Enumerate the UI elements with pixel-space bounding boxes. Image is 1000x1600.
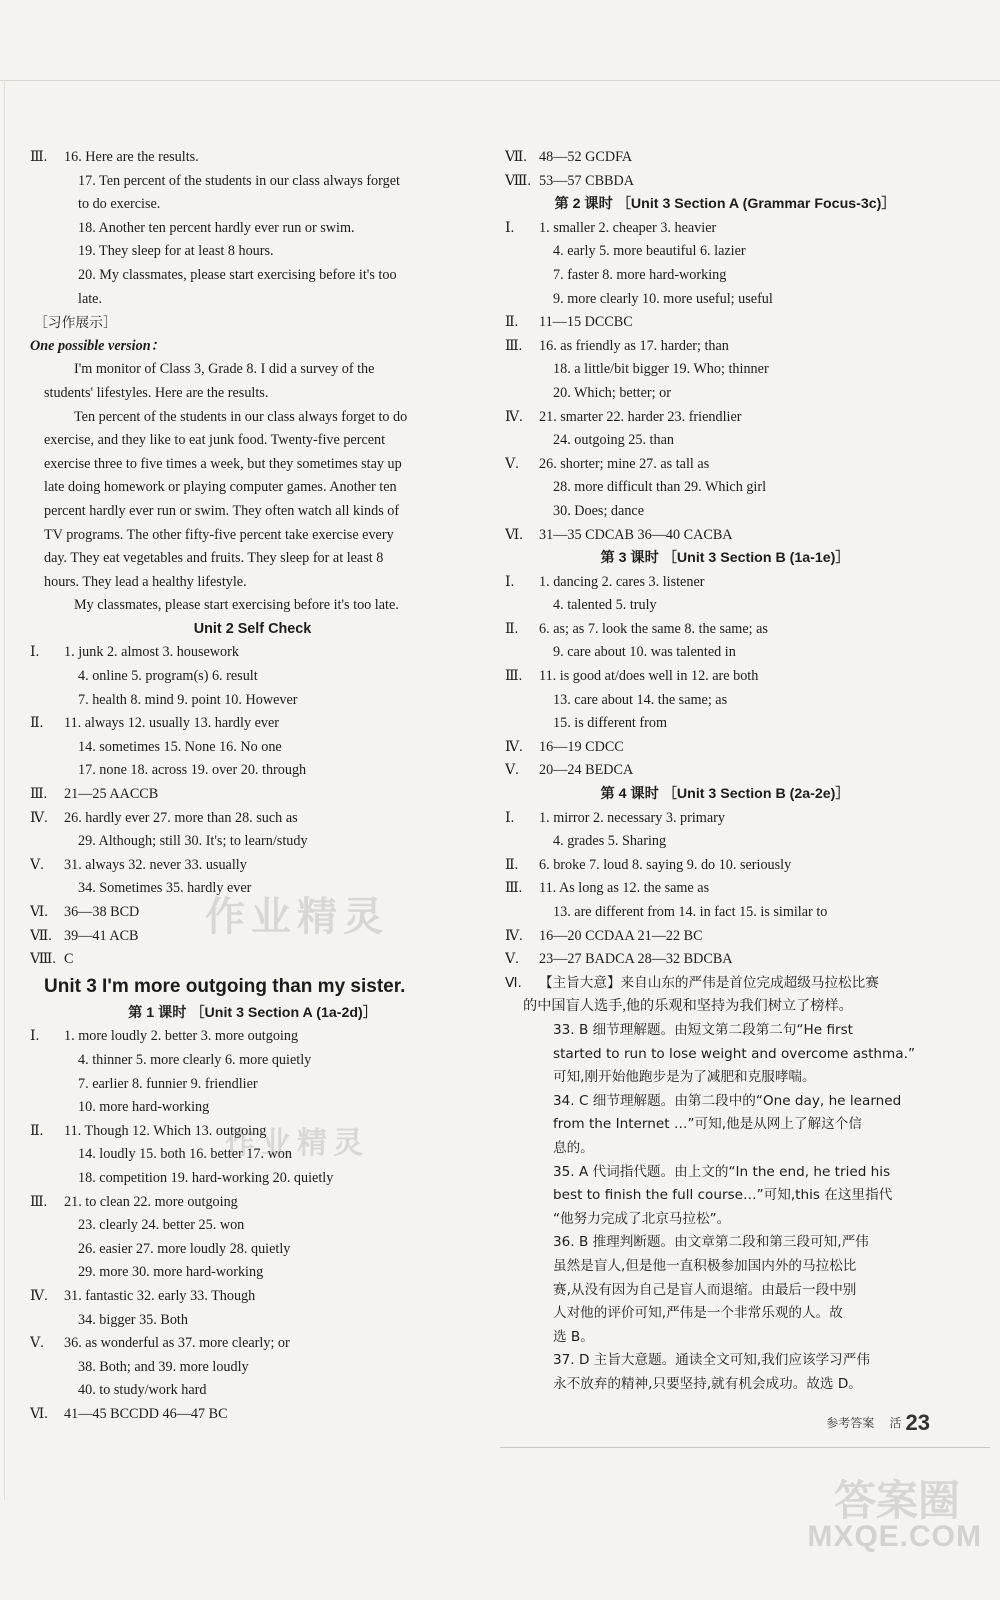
answer-text: 26. easier 27. more loudly 28. quietly xyxy=(78,1240,291,1257)
answer-text: Unit 2 Self Check xyxy=(193,620,312,637)
answer-text: 16. as friendly as 17. harder; than xyxy=(539,337,729,354)
answer-text: 赛,从没有因为自己是盲人而退缩。由最后一段中别 xyxy=(553,1281,857,1298)
answer-line xyxy=(505,382,945,406)
section-numeral: Ⅰ. xyxy=(30,644,40,661)
answer-line xyxy=(30,1379,475,1403)
answer-text: 第 2 课时 ［Unit 3 Section A (Grammar Focus-3c)］ xyxy=(554,196,896,213)
answer-line xyxy=(505,264,945,288)
answer-text: 9. care about 10. was talented in xyxy=(553,644,736,661)
answer-line xyxy=(30,618,475,642)
answer-line xyxy=(30,1167,475,1191)
answer-line xyxy=(505,547,945,571)
answer-text: 23. clearly 24. better 25. won xyxy=(78,1217,245,1234)
answer-text: 37. D 主旨大意题。通读全文可知,我们应该学习严伟 xyxy=(553,1352,870,1369)
section-numeral: Ⅱ. xyxy=(505,620,519,637)
answer-line xyxy=(505,170,945,194)
section-numeral: Ⅳ. xyxy=(505,927,523,944)
answer-line xyxy=(30,429,475,453)
answer-line xyxy=(505,1255,945,1279)
answer-line xyxy=(505,712,945,736)
answer-line xyxy=(30,264,475,288)
page-number: 23 xyxy=(905,1410,930,1435)
section-numeral: Ⅴ. xyxy=(505,951,519,968)
answer-line xyxy=(30,358,475,382)
section-numeral: Ⅵ. xyxy=(505,526,523,543)
answer-text: to do exercise. xyxy=(78,196,161,213)
answer-text: 41—45 BCCDD 46—47 BC xyxy=(64,1405,228,1422)
section-numeral: Ⅲ. xyxy=(505,668,523,685)
answer-line xyxy=(505,358,945,382)
answer-line xyxy=(505,429,945,453)
answer-text: 【主旨大意】来自山东的严伟是首位完成超级马拉松比赛 xyxy=(539,974,879,991)
section-numeral: Ⅰ. xyxy=(30,1028,40,1045)
answer-text: 15. is different from xyxy=(553,715,667,732)
answer-text: best to finish the full course…”可知,this 在这里指代 xyxy=(553,1187,893,1204)
answer-text: day. They eat vegetables and fruits. They sleep for at least 8 xyxy=(44,550,384,567)
top-rule xyxy=(0,80,1000,81)
section-numeral: Ⅵ. xyxy=(30,1405,48,1422)
answer-line xyxy=(30,807,475,831)
section-numeral: Ⅳ. xyxy=(30,1287,48,1304)
answer-line xyxy=(30,1025,475,1049)
answer-text: 息的。 xyxy=(553,1139,594,1156)
answer-text: Unit 3 I'm more outgoing than my sister. xyxy=(44,975,406,997)
section-numeral: Ⅲ. xyxy=(30,786,48,803)
answer-line xyxy=(30,217,475,241)
answer-line xyxy=(30,1309,475,1333)
answer-line xyxy=(30,1002,475,1026)
answer-text: 14. sometimes 15. None 16. No one xyxy=(78,738,282,755)
section-numeral: Ⅳ. xyxy=(505,738,523,755)
section-numeral: Ⅳ. xyxy=(30,809,48,826)
answer-text: 11—15 DCCBC xyxy=(539,314,633,331)
answer-line xyxy=(30,476,475,500)
answer-text: 19. They sleep for at least 8 hours. xyxy=(78,243,274,260)
answer-text: 39—41 ACB xyxy=(64,927,139,944)
answer-line xyxy=(505,217,945,241)
answer-line xyxy=(30,948,475,972)
answer-line xyxy=(30,736,475,760)
answer-text: 4. thinner 5. more clearly 6. more quietly xyxy=(78,1051,312,1068)
answer-line xyxy=(505,759,945,783)
answer-text: 34. bigger 35. Both xyxy=(78,1311,188,1328)
answer-text: 11. is good at/does well in 12. are both xyxy=(539,668,759,685)
answer-text: 21. to clean 22. more outgoing xyxy=(64,1193,238,1210)
answer-line xyxy=(505,830,945,854)
answer-text: TV programs. The other fifty-five percent take exercise every xyxy=(44,526,394,543)
answer-text: 4. grades 5. Sharing xyxy=(553,833,667,850)
answer-line xyxy=(505,594,945,618)
answer-text: 29. Although; still 30. It's; to learn/study xyxy=(78,833,308,850)
answer-line xyxy=(30,193,475,217)
answer-text: 17. none 18. across 19. over 20. through xyxy=(78,762,307,779)
answer-text: 7. earlier 8. funnier 9. friendlier xyxy=(78,1075,258,1092)
answer-line xyxy=(505,288,945,312)
answer-text: 38. Both; and 39. more loudly xyxy=(78,1358,249,1375)
answer-line xyxy=(505,453,945,477)
answer-line xyxy=(30,712,475,736)
footer-rule xyxy=(500,1447,990,1448)
answer-line xyxy=(30,1214,475,1238)
answer-line xyxy=(505,1066,945,1090)
answer-line xyxy=(505,311,945,335)
section-numeral: Ⅵ. xyxy=(30,904,48,920)
answer-line xyxy=(505,1113,945,1137)
answer-text: 40. to study/work hard xyxy=(78,1382,207,1399)
answer-text: 48—52 GCDFA xyxy=(539,149,633,165)
section-numeral: Ⅱ. xyxy=(505,856,519,873)
section-numeral: Ⅵ. xyxy=(505,974,522,991)
answer-text: 1. smaller 2. cheaper 3. heavier xyxy=(539,219,717,236)
section-numeral: Ⅱ. xyxy=(505,314,519,331)
answer-text: 7. faster 8. more hard-working xyxy=(553,266,727,283)
answer-line xyxy=(30,1238,475,1262)
answer-line xyxy=(505,925,945,949)
answer-text: 34. Sometimes 35. hardly ever xyxy=(78,880,252,897)
answer-text: 4. early 5. more beautiful 6. lazier xyxy=(553,243,746,260)
page-footer xyxy=(826,1410,930,1436)
answer-text: 21. smarter 22. harder 23. friendlier xyxy=(539,408,742,425)
answer-line xyxy=(505,1349,945,1373)
answer-text: 人对他的评价可知,严伟是一个非常乐观的人。故 xyxy=(553,1305,843,1322)
answer-text: from the Internet …”可知,他是从网上了解这个信 xyxy=(553,1116,862,1133)
answer-text: 的中国盲人选手,他的乐观和坚持为我们树立了榜样。 xyxy=(523,998,853,1015)
answer-line xyxy=(30,1096,475,1120)
answer-line xyxy=(30,689,475,713)
answer-text: 第 4 课时 ［Unit 3 Section B (2a-2e)］ xyxy=(600,786,850,803)
right-column xyxy=(505,146,945,1396)
answer-line xyxy=(30,288,475,312)
answer-text: exercise, and they like to eat junk food. Twenty-five percent xyxy=(44,432,386,449)
answer-line xyxy=(505,335,945,359)
answer-text: 33. B 细节理解题。由短文第二段第二句“He first xyxy=(553,1021,854,1038)
answer-line xyxy=(505,1019,945,1043)
answer-line xyxy=(30,500,475,524)
footer-label: 参考答案 xyxy=(826,1416,875,1430)
answer-text: 18. Another ten percent hardly ever run or swim. xyxy=(78,219,355,236)
answer-text: 虽然是盲人,但是他一直积极参加国内外的马拉松比 xyxy=(553,1257,857,1274)
answer-line xyxy=(30,783,475,807)
answer-line xyxy=(505,689,945,713)
answer-text: 4. talented 5. truly xyxy=(553,597,657,614)
answer-line xyxy=(30,524,475,548)
answer-text: 26. shorter; mine 27. as tall as xyxy=(539,455,710,472)
section-numeral: Ⅷ. xyxy=(505,172,531,189)
page-edge xyxy=(4,80,5,1500)
answer-line xyxy=(30,830,475,854)
answer-text: 选 B。 xyxy=(553,1328,594,1345)
answer-text: My classmates, please start exercising before it's too late. xyxy=(74,597,399,614)
answer-text: 14. loudly 15. both 16. better 17. won xyxy=(78,1146,292,1163)
answer-line xyxy=(30,1285,475,1309)
answer-text: 34. C 细节理解题。由第二段中的“One day, he learned xyxy=(553,1092,902,1109)
answer-line xyxy=(30,1073,475,1097)
answer-line xyxy=(505,1043,945,1067)
answer-text: 53—57 CBBDA xyxy=(539,172,634,189)
answer-line xyxy=(30,311,475,335)
answer-text: 29. more 30. more hard-working xyxy=(78,1264,264,1281)
answer-line xyxy=(505,146,945,170)
answer-text: 6. as; as 7. look the same 8. the same; as xyxy=(539,620,768,637)
answer-line xyxy=(505,877,945,901)
answer-text: late doing homework or playing computer games. Another ten xyxy=(44,479,397,496)
answer-text: 17. Ten percent of the students in our class always forget xyxy=(78,172,400,189)
section-numeral: Ⅱ. xyxy=(30,1122,44,1139)
answer-text: 16—19 CDCC xyxy=(539,738,624,755)
section-numeral: Ⅲ. xyxy=(30,149,48,165)
answer-line xyxy=(505,1326,945,1350)
answer-line xyxy=(30,146,475,170)
answer-line xyxy=(505,1090,945,1114)
answer-line xyxy=(505,476,945,500)
section-numeral: Ⅶ. xyxy=(505,149,527,165)
answer-text: 第 1 课时 ［Unit 3 Section A (1a-2d)］ xyxy=(128,1004,377,1021)
answer-text: 13. are different from 14. in fact 15. is similar to xyxy=(553,904,828,920)
answer-text: students' lifestyles. Here are the results. xyxy=(44,384,269,401)
answer-text: 24. outgoing 25. than xyxy=(553,432,674,449)
answer-text: 18. competition 19. hard-working 20. quietly xyxy=(78,1169,334,1186)
section-numeral: Ⅲ. xyxy=(30,1193,48,1210)
answer-text: 9. more clearly 10. more useful; useful xyxy=(553,290,773,307)
answer-text: 4. online 5. program(s) 6. result xyxy=(78,668,258,685)
answer-text: 18. a little/bit bigger 19. Who; thinner xyxy=(553,361,769,378)
answer-line xyxy=(30,1356,475,1380)
answer-line xyxy=(505,807,945,831)
answer-line xyxy=(505,1302,945,1326)
answer-line xyxy=(30,1332,475,1356)
answer-text: 16. Here are the results. xyxy=(64,149,199,165)
answer-line xyxy=(30,406,475,430)
answer-line xyxy=(30,453,475,477)
answer-text: 第 3 课时 ［Unit 3 Section B (1a-1e)］ xyxy=(600,550,850,567)
answer-line xyxy=(30,665,475,689)
answer-line xyxy=(30,1261,475,1285)
section-numeral: Ⅷ. xyxy=(30,951,56,968)
section-numeral: Ⅲ. xyxy=(505,880,523,897)
answer-text: 36. as wonderful as 37. more clearly; or xyxy=(64,1335,290,1352)
watermark-text: 作业精灵 xyxy=(205,894,389,940)
answer-line xyxy=(505,1373,945,1397)
answer-text: started to run to lose weight and overcome asthma.” xyxy=(553,1045,915,1062)
section-numeral: Ⅰ. xyxy=(505,219,515,236)
answer-line xyxy=(505,972,945,996)
answer-line xyxy=(505,783,945,807)
answer-text: 11. As long as 12. the same as xyxy=(539,880,710,897)
answer-text: 20—24 BEDCA xyxy=(539,762,634,779)
left-column xyxy=(30,146,475,1426)
answer-line xyxy=(505,901,945,925)
answer-text: 20. Which; better; or xyxy=(553,384,671,401)
answer-line xyxy=(30,335,475,359)
answer-text: 31. fantastic 32. early 33. Though xyxy=(64,1287,256,1304)
answer-line xyxy=(505,500,945,524)
answer-line xyxy=(505,193,945,217)
answer-line xyxy=(505,736,945,760)
answer-text: 6. broke 7. loud 8. saying 9. do 10. seriously xyxy=(539,856,792,873)
answer-line xyxy=(505,641,945,665)
answer-line xyxy=(30,594,475,618)
answer-line xyxy=(30,759,475,783)
answer-text: 30. Does; dance xyxy=(553,502,645,519)
answer-text: ［习作展示］ xyxy=(34,315,117,331)
section-numeral: Ⅴ. xyxy=(505,455,519,472)
answer-text: 36. B 推理判断题。由文章第二段和第三段可知,严伟 xyxy=(553,1234,869,1251)
answer-line xyxy=(30,571,475,595)
answer-text: “他努力完成了北京马拉松”。 xyxy=(553,1210,731,1227)
answer-text: One possible version： xyxy=(30,337,165,354)
section-numeral: Ⅰ. xyxy=(505,809,515,826)
answer-line xyxy=(30,972,475,1002)
answer-text: 20. My classmates, please start exercising before it's too xyxy=(78,266,397,283)
answer-text: hours. They lead a healthy lifestyle. xyxy=(44,573,247,590)
answer-text: 13. care about 14. the same; as xyxy=(553,691,728,708)
answer-text: 26. hardly ever 27. more than 28. such as xyxy=(64,809,298,826)
answer-line xyxy=(30,547,475,571)
answer-text: 7. health 8. mind 9. point 10. However xyxy=(78,691,298,708)
answer-text: percent hardly ever run or swim. They often watch all kinds of xyxy=(44,502,400,519)
answer-text: 1. more loudly 2. better 3. more outgoing xyxy=(64,1028,299,1045)
answer-text: 可知,刚开始他跑步是为了减肥和克服哮喘。 xyxy=(553,1069,816,1086)
section-numeral: Ⅴ. xyxy=(30,856,44,873)
answer-line xyxy=(505,1231,945,1255)
watermark-logo: 答案圈 xyxy=(833,1476,960,1525)
answer-text: 1. mirror 2. necessary 3. primary xyxy=(539,809,725,826)
answer-text: 23—27 BADCA 28—32 BDCBA xyxy=(539,951,733,968)
answer-line xyxy=(30,170,475,194)
answer-line xyxy=(505,524,945,548)
answer-text: 31. always 32. never 33. usually xyxy=(64,856,247,873)
watermark-text: 作业精灵 xyxy=(225,1126,369,1161)
answer-line xyxy=(30,382,475,406)
answer-text: Ten percent of the students in our class always forget to do xyxy=(74,408,408,425)
answer-line xyxy=(505,1184,945,1208)
answer-text: 21—25 AACCB xyxy=(64,786,159,803)
answer-text: exercise three to five times a week, but they sometimes stay up xyxy=(44,455,402,472)
answer-line xyxy=(30,1049,475,1073)
section-numeral: Ⅴ. xyxy=(30,1335,44,1352)
answer-line xyxy=(505,1137,945,1161)
answer-line xyxy=(505,854,945,878)
answer-line xyxy=(30,641,475,665)
answer-line xyxy=(505,948,945,972)
answer-text: 36—38 BCD xyxy=(64,904,140,920)
section-numeral: Ⅰ. xyxy=(505,573,515,590)
answer-line xyxy=(505,618,945,642)
answer-text: late. xyxy=(78,290,103,307)
answer-text: 11. Though 12. Which 13. outgoing xyxy=(64,1122,267,1139)
answer-text: 35. A 代词指代题。由上文的“In the end, he tried his xyxy=(553,1163,891,1180)
answer-text: 28. more difficult than 29. Which girl xyxy=(553,479,767,496)
answer-text: 10. more hard-working xyxy=(78,1099,210,1116)
answer-line xyxy=(30,240,475,264)
answer-line xyxy=(505,406,945,430)
answer-line xyxy=(505,665,945,689)
answer-line xyxy=(505,1161,945,1185)
answer-line xyxy=(30,1403,475,1427)
answer-line xyxy=(30,854,475,878)
answer-text: 16—20 CCDAA 21—22 BC xyxy=(539,927,703,944)
answer-text: 1. dancing 2. cares 3. listener xyxy=(539,573,705,590)
section-numeral: Ⅶ. xyxy=(30,927,52,944)
watermark-site: MXQE.COM xyxy=(807,1520,982,1553)
answer-line xyxy=(505,995,945,1019)
answer-line xyxy=(505,240,945,264)
answer-line xyxy=(505,1208,945,1232)
answer-text: 11. always 12. usually 13. hardly ever xyxy=(64,715,279,732)
answer-line xyxy=(505,1279,945,1303)
answer-line xyxy=(30,1191,475,1215)
footer-series: 活 xyxy=(889,1416,902,1430)
section-numeral: Ⅳ. xyxy=(505,408,523,425)
answer-text: C xyxy=(64,951,74,968)
answer-text: 1. junk 2. almost 3. housework xyxy=(64,644,239,661)
answer-line xyxy=(505,571,945,595)
section-numeral: Ⅴ. xyxy=(505,762,519,779)
section-numeral: Ⅲ. xyxy=(505,337,523,354)
answer-text: 31—35 CDCAB 36—40 CACBA xyxy=(539,526,733,543)
answer-text: 永不放弃的精神,只要坚持,就有机会成功。故选 D。 xyxy=(553,1375,862,1392)
answer-text: I'm monitor of Class 3, Grade 8. I did a survey of the xyxy=(74,361,375,378)
section-numeral: Ⅱ. xyxy=(30,715,44,732)
